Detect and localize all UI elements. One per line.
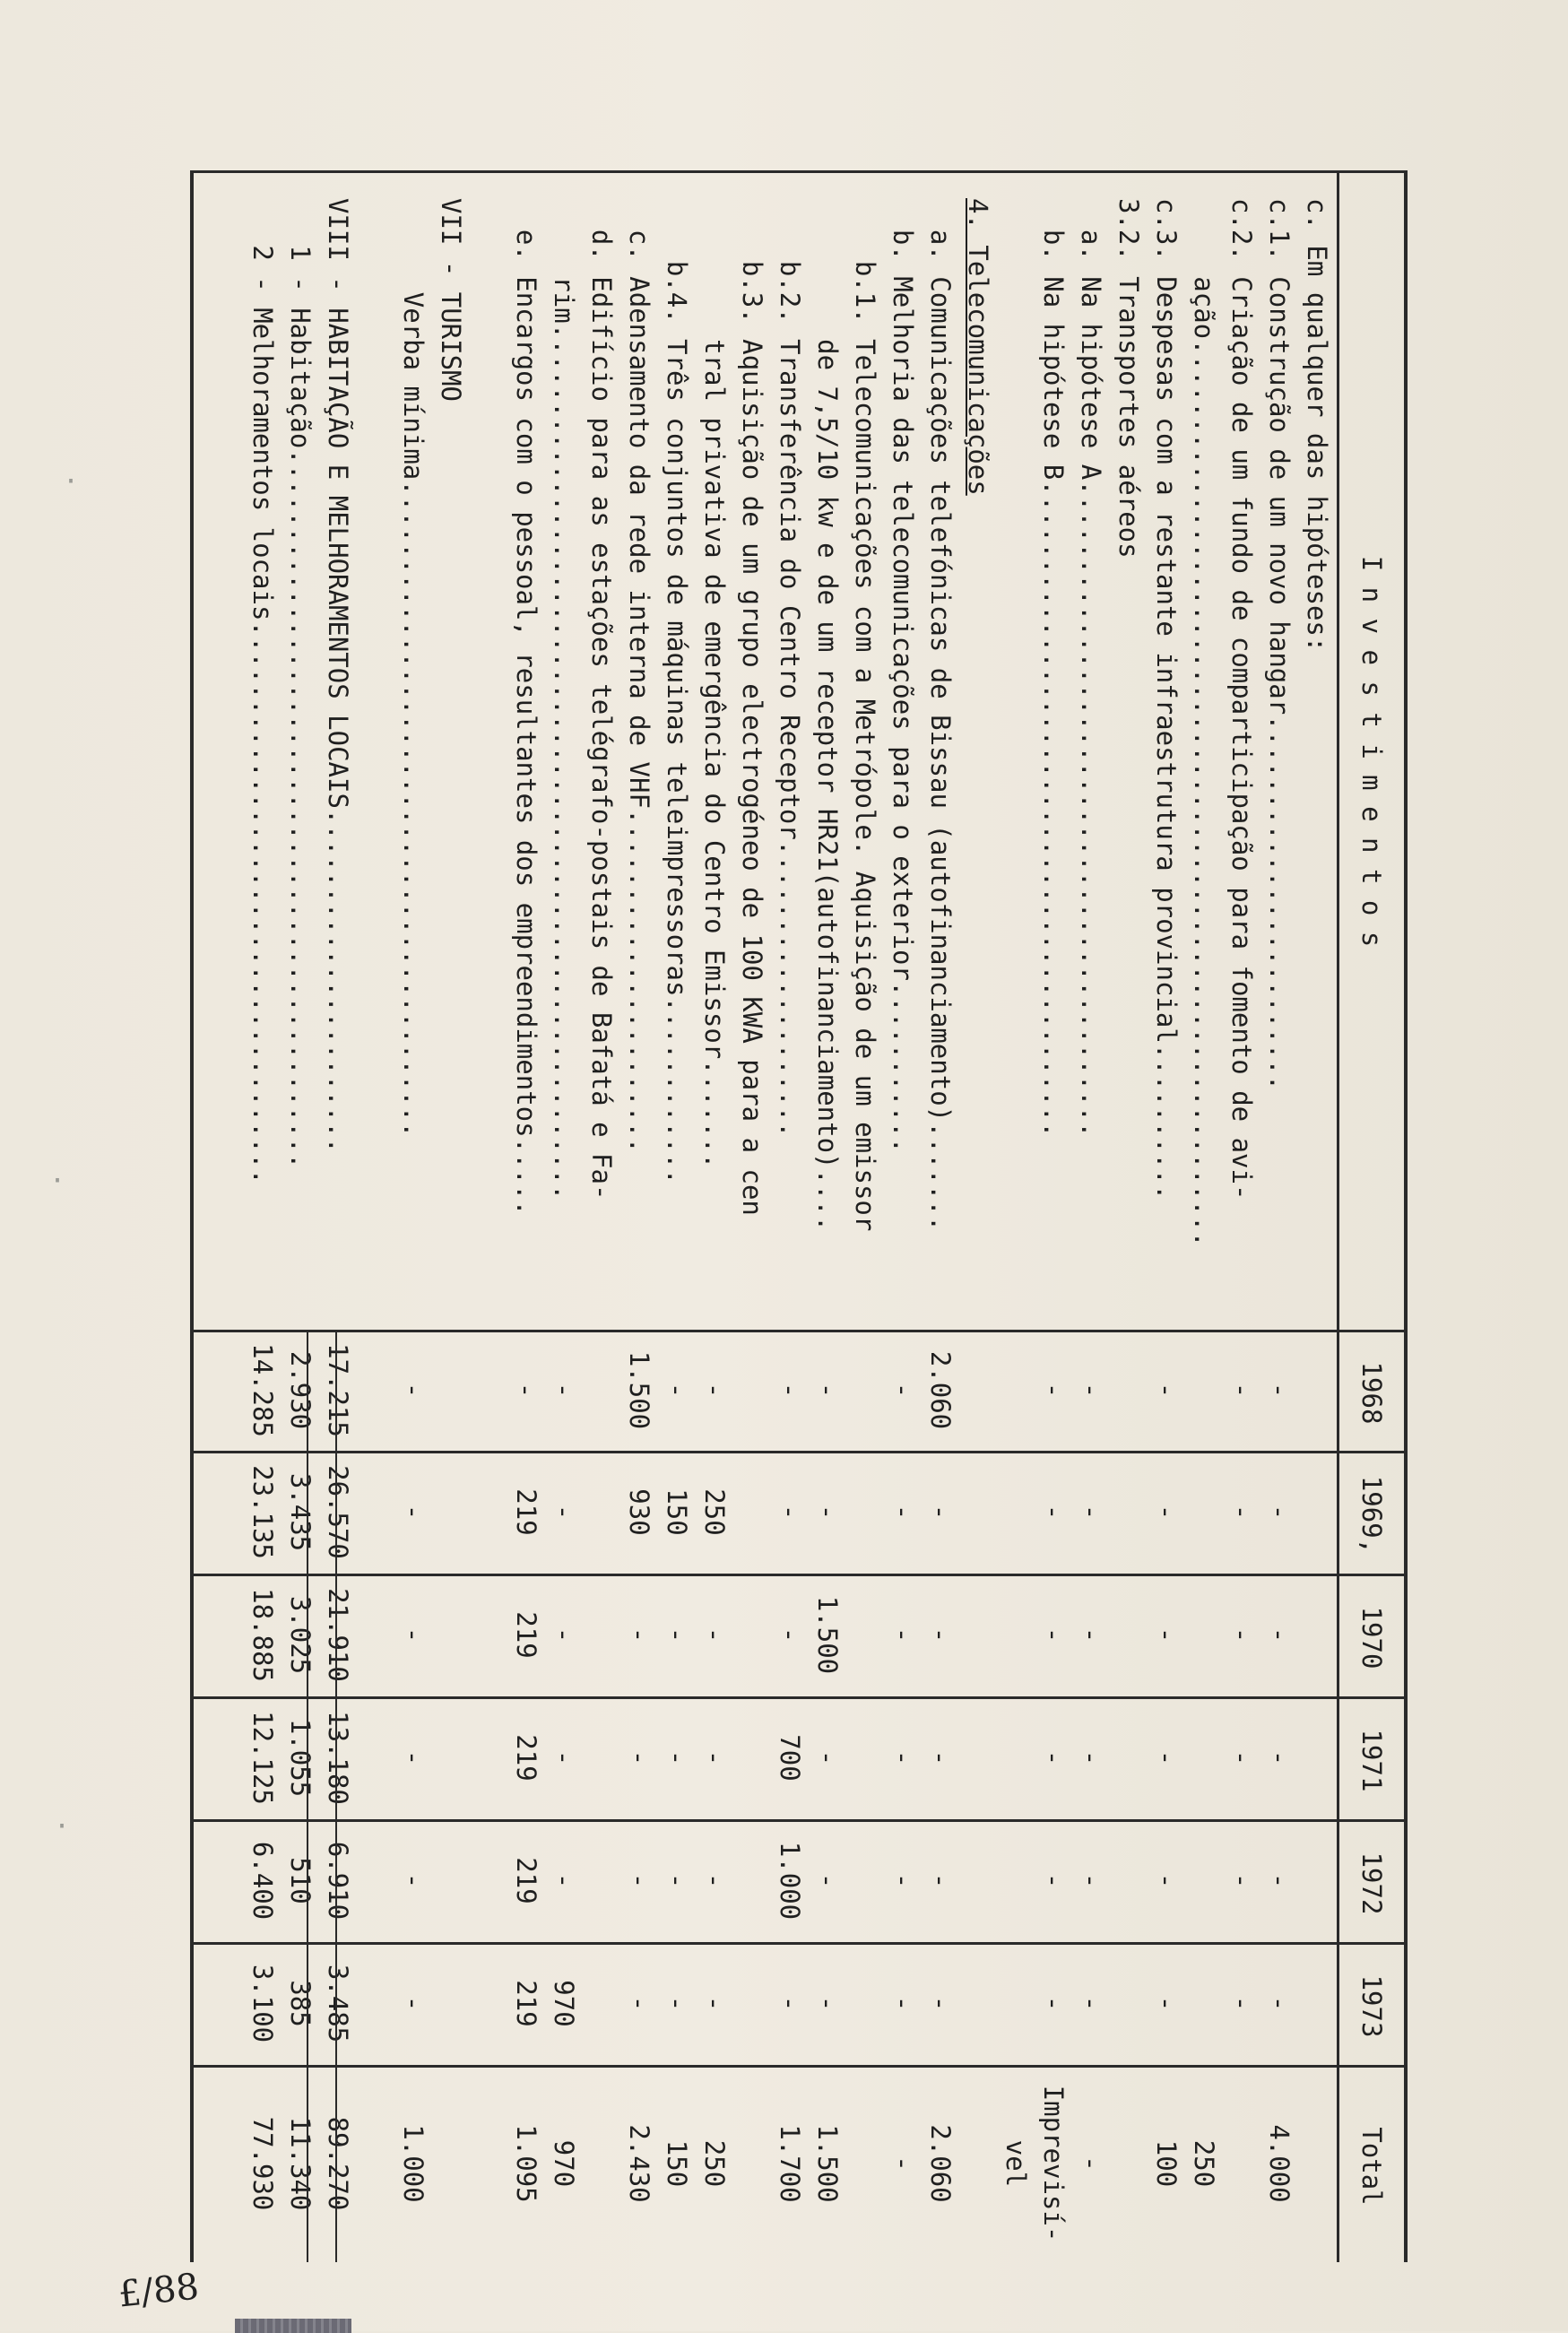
header-year-1970: 1970 bbox=[1339, 1574, 1404, 1699]
row-value bbox=[588, 1330, 615, 1451]
row-value bbox=[437, 1942, 464, 2065]
row-value bbox=[965, 1574, 992, 1696]
row-value: - bbox=[1264, 1872, 1295, 1889]
row-value: - bbox=[1151, 1995, 1182, 2012]
row-value: - bbox=[699, 1995, 730, 2012]
row-description bbox=[475, 198, 502, 1319]
row-description: Verba mínima.......................................... bbox=[398, 198, 429, 1138]
scan-smudge: · bbox=[63, 466, 80, 498]
row-value bbox=[965, 1819, 992, 1942]
table-row bbox=[889, 173, 916, 2262]
row-value: - bbox=[662, 1382, 692, 1399]
row-value: - bbox=[925, 1504, 956, 1521]
row-value bbox=[588, 2065, 615, 2262]
row-value: - bbox=[925, 1749, 956, 1766]
row-value: - bbox=[549, 1626, 579, 1644]
row-value bbox=[1115, 1574, 1142, 1696]
table-frame bbox=[190, 170, 1408, 2262]
row-value: 1.700 bbox=[775, 2124, 805, 2203]
row-value: - bbox=[699, 1872, 730, 1889]
row-value: - bbox=[549, 1504, 579, 1521]
row-value: 23.135 bbox=[247, 1465, 278, 1559]
header-year-1973: 1973 bbox=[1339, 1942, 1404, 2068]
handwritten-page-note: £/88 bbox=[116, 2266, 201, 2316]
subtotal-rule bbox=[307, 1330, 308, 2262]
row-value: - bbox=[1076, 1382, 1106, 1399]
row-value: - bbox=[888, 2155, 918, 2172]
table-row bbox=[701, 173, 728, 2262]
table-row bbox=[1228, 173, 1255, 2262]
row-description: VIII - HABITAÇÃO E MELHORAMENTOS LOCAIS...................... bbox=[323, 198, 353, 1154]
row-value: 77.930 bbox=[247, 2116, 278, 2211]
row-value bbox=[437, 1451, 464, 1574]
table-row bbox=[814, 173, 841, 2262]
row-value: - bbox=[888, 1504, 918, 1521]
row-value: 3.435 bbox=[285, 1472, 316, 1552]
row-value: - bbox=[699, 1626, 730, 1644]
row-value: 1.000 bbox=[775, 1841, 805, 1921]
row-value bbox=[1304, 1696, 1330, 1819]
row-description: c. Em qualquer das hipóteses: bbox=[1302, 198, 1332, 653]
table-row bbox=[776, 173, 803, 2262]
header-year-1971: 1971 bbox=[1339, 1696, 1404, 1822]
row-value: - bbox=[1076, 1504, 1106, 1521]
archive-stamp bbox=[235, 2319, 351, 2333]
row-value: 2.060 bbox=[925, 2124, 956, 2203]
table-row bbox=[287, 173, 314, 2262]
row-value: - bbox=[888, 1872, 918, 1889]
table-row bbox=[513, 173, 540, 2262]
rotated-investment-table bbox=[197, 170, 1408, 2268]
row-value bbox=[362, 2065, 389, 2262]
row-value: - bbox=[1076, 1995, 1106, 2012]
row-value bbox=[1304, 1819, 1330, 1942]
row-value bbox=[1304, 1574, 1330, 1696]
row-value bbox=[437, 1330, 464, 1451]
row-value: 3.025 bbox=[285, 1595, 316, 1675]
row-value: - bbox=[888, 1382, 918, 1399]
table-row bbox=[1078, 173, 1105, 2262]
row-value: 13.180 bbox=[323, 1711, 353, 1805]
row-value: 11.340 bbox=[285, 2116, 316, 2211]
row-description: d. Edifício para as estações telégrafo-postais de Bafatá e Fa- bbox=[586, 198, 617, 1201]
row-value bbox=[852, 1942, 879, 2065]
scan-smudge: · bbox=[49, 1166, 66, 1197]
row-value: - bbox=[1038, 1872, 1069, 1889]
table-row bbox=[1115, 173, 1142, 2262]
table-row bbox=[588, 173, 615, 2262]
row-value: - bbox=[1226, 1504, 1257, 1521]
table-row bbox=[1153, 173, 1180, 2262]
row-value: - bbox=[1076, 1626, 1106, 1644]
row-value bbox=[852, 1574, 879, 1696]
table-row bbox=[852, 173, 879, 2262]
row-value bbox=[739, 1942, 766, 2065]
row-value: - bbox=[1264, 1382, 1295, 1399]
row-value: 1.500 bbox=[624, 1350, 654, 1430]
row-value bbox=[852, 2065, 879, 2262]
row-value: - bbox=[1038, 1995, 1069, 2012]
row-value: - bbox=[1151, 1626, 1182, 1644]
row-value bbox=[739, 1819, 766, 1942]
row-description bbox=[1002, 198, 1029, 1319]
table-row bbox=[249, 173, 276, 2262]
row-value: - bbox=[1076, 1872, 1106, 1889]
row-value: 930 bbox=[624, 1488, 654, 1536]
row-value: - bbox=[398, 1995, 429, 2012]
row-value: 2.930 bbox=[285, 1350, 316, 1430]
row-value bbox=[1002, 1330, 1029, 1451]
table-row bbox=[1304, 173, 1330, 2262]
row-value: - bbox=[812, 1749, 843, 1766]
row-value bbox=[739, 2065, 766, 2262]
row-value: - bbox=[1226, 1995, 1257, 2012]
row-value: 250 bbox=[699, 2139, 730, 2188]
row-value bbox=[362, 1574, 389, 1696]
row-value: - bbox=[1264, 1749, 1295, 1766]
row-description: b. Na hipótese B.......................................... bbox=[1038, 198, 1069, 1138]
row-value: - bbox=[1076, 2155, 1106, 2172]
row-value: - bbox=[1151, 1382, 1182, 1399]
row-value: - bbox=[549, 1872, 579, 1889]
row-value: - bbox=[699, 1382, 730, 1399]
row-value bbox=[1002, 1696, 1029, 1819]
row-value: - bbox=[398, 1504, 429, 1521]
row-value: - bbox=[1226, 1872, 1257, 1889]
row-value bbox=[437, 2065, 464, 2262]
row-value: Imprevisí- bbox=[1038, 2085, 1069, 2242]
row-value: - bbox=[1226, 1382, 1257, 1399]
row-value: 219 bbox=[511, 1488, 541, 1536]
row-description: tral privativa de emergência do Centro Emissor....... bbox=[699, 198, 730, 1169]
row-value: 385 bbox=[285, 1980, 316, 2027]
row-value: - bbox=[699, 1749, 730, 1766]
row-value: 250 bbox=[1189, 2139, 1219, 2188]
row-value: - bbox=[812, 1995, 843, 2012]
row-value bbox=[1191, 1696, 1217, 1819]
table-row bbox=[325, 173, 351, 2262]
table-row bbox=[663, 173, 690, 2262]
table-row bbox=[927, 173, 954, 2262]
row-value bbox=[1002, 1942, 1029, 2065]
row-value bbox=[588, 1942, 615, 2065]
row-description: 1 - Habitação.............................................. bbox=[285, 198, 316, 1169]
row-value bbox=[852, 1696, 879, 1819]
row-value: 17.215 bbox=[323, 1343, 353, 1437]
row-value bbox=[1304, 1451, 1330, 1574]
row-description: b.4. Três conjuntos de máquinas teleimpressoras............ bbox=[662, 198, 692, 1184]
row-value: 1.500 bbox=[812, 1595, 843, 1675]
row-description: ação.......................................................... bbox=[1189, 198, 1219, 1247]
row-value: 18.885 bbox=[247, 1588, 278, 1682]
row-value: 219 bbox=[511, 1611, 541, 1659]
row-value bbox=[965, 1451, 992, 1574]
row-value: - bbox=[888, 1749, 918, 1766]
row-value bbox=[475, 1574, 502, 1696]
row-value bbox=[965, 1942, 992, 2065]
row-value: - bbox=[398, 1872, 429, 1889]
row-value bbox=[739, 1574, 766, 1696]
row-value: - bbox=[662, 1995, 692, 2012]
row-value bbox=[852, 1819, 879, 1942]
row-value: 3.485 bbox=[323, 1964, 353, 2043]
row-description: 4. Telecomunicações bbox=[963, 198, 993, 496]
table-row bbox=[475, 173, 502, 2262]
table-row bbox=[1002, 173, 1029, 2262]
row-value bbox=[1115, 2065, 1142, 2262]
row-value bbox=[588, 1819, 615, 1942]
row-description: c. Adensamento da rede interna de VHF...................... bbox=[624, 198, 654, 1154]
row-value: 3.100 bbox=[247, 1964, 278, 2043]
row-value: 14.285 bbox=[247, 1343, 278, 1437]
row-value bbox=[1304, 2065, 1330, 2262]
table-row bbox=[1266, 173, 1293, 2262]
table-row bbox=[965, 173, 992, 2262]
row-value: - bbox=[398, 1749, 429, 1766]
row-value bbox=[437, 1819, 464, 1942]
row-value bbox=[1304, 1942, 1330, 2065]
row-description: c.2. Criação de um fundo de comparticipação para fomento de avi- bbox=[1226, 198, 1257, 1201]
row-value: - bbox=[775, 1382, 805, 1399]
row-value: - bbox=[662, 1626, 692, 1644]
table-row bbox=[739, 173, 766, 2262]
row-value: 2.430 bbox=[624, 2124, 654, 2203]
row-value: - bbox=[888, 1995, 918, 2012]
row-value: 970 bbox=[549, 1980, 579, 2027]
row-value: - bbox=[775, 1995, 805, 2012]
row-value bbox=[1002, 1819, 1029, 1942]
row-value bbox=[362, 1819, 389, 1942]
row-value: - bbox=[812, 1872, 843, 1889]
row-value: - bbox=[1151, 1749, 1182, 1766]
row-value: - bbox=[1151, 1872, 1182, 1889]
row-value: 26.570 bbox=[323, 1465, 353, 1559]
table-header bbox=[1337, 173, 1404, 2262]
row-value bbox=[1002, 1574, 1029, 1696]
row-value bbox=[1115, 1819, 1142, 1942]
row-value bbox=[852, 1330, 879, 1451]
row-value: - bbox=[1226, 1626, 1257, 1644]
row-description: a. Na hipótese A.......................................... bbox=[1076, 198, 1106, 1138]
row-value bbox=[1191, 1330, 1217, 1451]
row-value bbox=[1191, 1451, 1217, 1574]
row-value bbox=[1228, 2065, 1255, 2262]
row-value: - bbox=[888, 1626, 918, 1644]
subtotal-rule bbox=[335, 1330, 337, 2262]
row-value bbox=[1115, 1330, 1142, 1451]
row-value: - bbox=[775, 1626, 805, 1644]
row-value bbox=[475, 1696, 502, 1819]
row-value bbox=[1115, 1696, 1142, 1819]
header-total: Total bbox=[1339, 2065, 1404, 2265]
row-value: 250 bbox=[699, 1488, 730, 1536]
row-description: e. Encargos com o pessoal, resultantes dos empreendimentos..... bbox=[511, 198, 541, 1216]
row-value: 510 bbox=[285, 1857, 316, 1904]
row-value: - bbox=[775, 1504, 805, 1521]
row-description: b.1. Telecomunicações com a Metrópole. Aquisição de um emissor bbox=[850, 198, 880, 1232]
row-value bbox=[739, 1330, 766, 1451]
row-value bbox=[1002, 1451, 1029, 1574]
row-description: b.2. Transferência do Centro Receptor................... bbox=[775, 198, 805, 1138]
table-row bbox=[550, 173, 577, 2262]
row-value bbox=[475, 1819, 502, 1942]
row-value bbox=[852, 1451, 879, 1574]
row-value bbox=[588, 1574, 615, 1696]
row-value: 6.910 bbox=[323, 1841, 353, 1921]
header-investimentos: I n v e s t i m e n t o s bbox=[1356, 555, 1387, 948]
row-value: 1.000 bbox=[398, 2124, 429, 2203]
row-value: - bbox=[1264, 1626, 1295, 1644]
row-description: VII - TURISMO bbox=[436, 198, 466, 402]
row-value: 219 bbox=[511, 1980, 541, 2027]
row-value: 970 bbox=[549, 2139, 579, 2188]
row-value bbox=[362, 1696, 389, 1819]
row-value bbox=[475, 1451, 502, 1574]
row-value: 6.400 bbox=[247, 1841, 278, 1921]
row-value: - bbox=[1038, 1382, 1069, 1399]
row-value bbox=[475, 1330, 502, 1451]
row-value: - bbox=[1038, 1626, 1069, 1644]
row-value bbox=[965, 1696, 992, 1819]
row-value: - bbox=[1264, 1504, 1295, 1521]
header-year-1969: 1969, bbox=[1339, 1451, 1404, 1576]
scan-smudge: · bbox=[54, 1811, 71, 1843]
row-value bbox=[739, 1696, 766, 1819]
row-value: - bbox=[624, 1872, 654, 1889]
table-row bbox=[362, 173, 389, 2262]
row-value: - bbox=[549, 1749, 579, 1766]
row-value bbox=[362, 1451, 389, 1574]
row-description: 3.2. Transportes aéreos bbox=[1113, 198, 1144, 559]
row-value: - bbox=[398, 1382, 429, 1399]
row-value: 12.125 bbox=[247, 1711, 278, 1805]
row-value bbox=[475, 1942, 502, 2065]
row-value: - bbox=[624, 1626, 654, 1644]
row-description: b.3. Aquisição de um grupo electrogéneo de 100 KWA para a cen bbox=[737, 198, 767, 1216]
row-value bbox=[965, 1330, 992, 1451]
header-year-1968: 1968 bbox=[1339, 1330, 1404, 1453]
row-value bbox=[588, 1451, 615, 1574]
row-value: 700 bbox=[775, 1734, 805, 1782]
row-value: 1.500 bbox=[812, 2124, 843, 2203]
row-value bbox=[1191, 1942, 1217, 2065]
row-value: - bbox=[1076, 1749, 1106, 1766]
row-value: 4.000 bbox=[1264, 2124, 1295, 2203]
row-value: 150 bbox=[662, 1488, 692, 1536]
row-value: 219 bbox=[511, 1857, 541, 1904]
row-description: de 7,5/10 kw e de um receptor HR21(autofinanciamento).... bbox=[812, 198, 843, 1232]
row-description: c.1. Construção de um novo hangar........................ bbox=[1264, 198, 1295, 1091]
row-value bbox=[362, 1330, 389, 1451]
table-row bbox=[437, 173, 464, 2262]
row-value: - bbox=[812, 1382, 843, 1399]
row-value: 89.270 bbox=[323, 2116, 353, 2211]
row-value bbox=[588, 1696, 615, 1819]
row-value: - bbox=[624, 1995, 654, 2012]
row-value bbox=[437, 1696, 464, 1819]
row-value: - bbox=[549, 1382, 579, 1399]
row-value: - bbox=[1226, 1749, 1257, 1766]
row-value: - bbox=[1038, 1749, 1069, 1766]
table-row bbox=[626, 173, 653, 2262]
row-description: rim........................................................ bbox=[549, 198, 579, 1201]
row-value bbox=[1191, 1819, 1217, 1942]
table-row bbox=[400, 173, 427, 2262]
row-value: - bbox=[1151, 1504, 1182, 1521]
row-value: - bbox=[662, 1872, 692, 1889]
row-value: 219 bbox=[511, 1734, 541, 1782]
row-value: 1.095 bbox=[511, 2124, 541, 2203]
row-value: - bbox=[812, 1504, 843, 1521]
row-value bbox=[362, 1942, 389, 2065]
row-value: - bbox=[511, 1382, 541, 1399]
row-value: - bbox=[1264, 1995, 1295, 2012]
row-description: a. Comunicações telefónicas de Bissau (autofinanciamento)....... bbox=[925, 198, 956, 1232]
row-value: - bbox=[925, 1995, 956, 2012]
row-description: 2 - Melhoramentos locais.................................... bbox=[247, 198, 278, 1184]
row-description: b. Melhoria das telecomunicações para o exterior........... bbox=[888, 198, 918, 1154]
row-value: - bbox=[624, 1749, 654, 1766]
row-value bbox=[475, 2065, 502, 2262]
table-row bbox=[1040, 173, 1067, 2262]
row-value: - bbox=[398, 1626, 429, 1644]
row-value: 100 bbox=[1151, 2139, 1182, 2188]
row-value bbox=[437, 1574, 464, 1696]
row-value: 150 bbox=[662, 2139, 692, 2188]
row-value bbox=[965, 2065, 992, 2262]
row-value: - bbox=[925, 1626, 956, 1644]
row-description: c.3. Despesas com a restante infraestrutura provincial.......... bbox=[1151, 198, 1182, 1201]
row-description bbox=[362, 198, 389, 1319]
row-value bbox=[1115, 1942, 1142, 2065]
row-value: 21.910 bbox=[323, 1588, 353, 1682]
row-value bbox=[1191, 1574, 1217, 1696]
table-row bbox=[1191, 173, 1217, 2262]
row-value: 1.055 bbox=[285, 1718, 316, 1798]
row-value bbox=[1304, 1330, 1330, 1451]
row-value bbox=[739, 1451, 766, 1574]
row-value: vel bbox=[1001, 2139, 1031, 2188]
header-year-1972: 1972 bbox=[1339, 1819, 1404, 1945]
row-value: - bbox=[662, 1749, 692, 1766]
row-value: 2.060 bbox=[925, 1350, 956, 1430]
row-value: - bbox=[925, 1872, 956, 1889]
row-value bbox=[1115, 1451, 1142, 1574]
row-value: - bbox=[1038, 1504, 1069, 1521]
